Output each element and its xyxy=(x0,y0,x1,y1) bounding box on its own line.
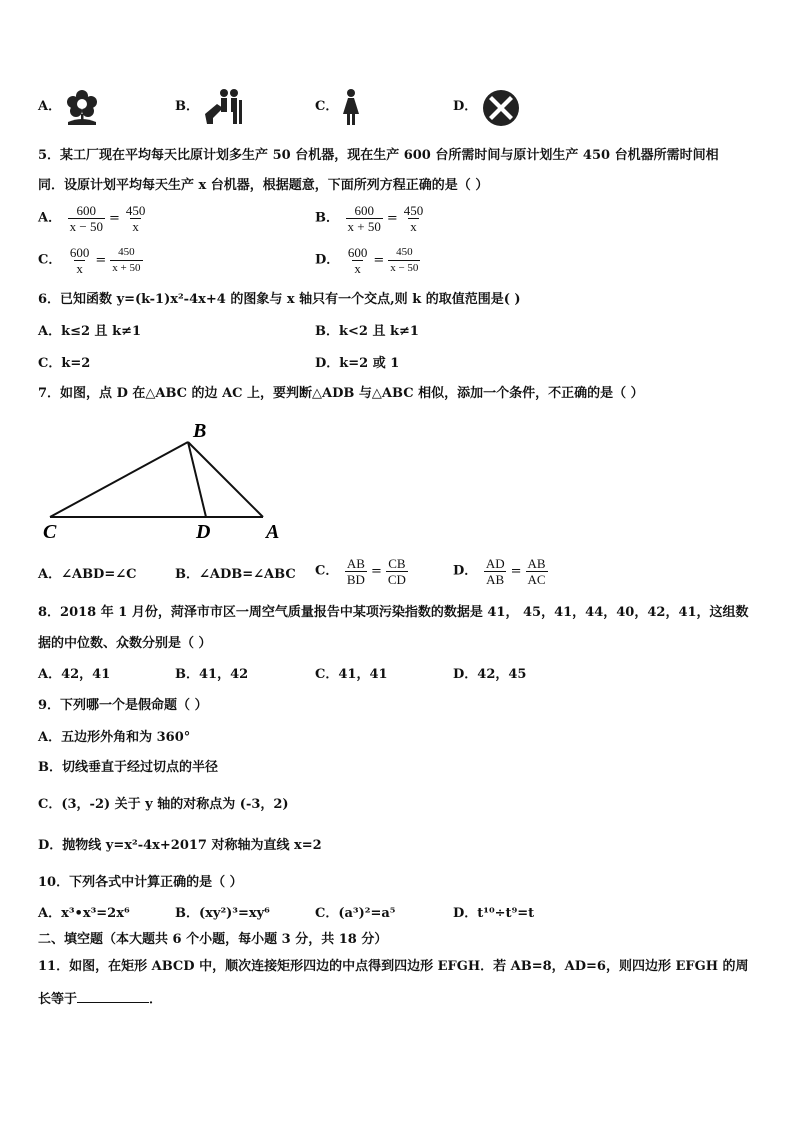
q5-option-d: D． $\frac{600}{x}$ = $\frac{450}{x - 50}$ xyxy=(315,245,419,276)
label-a: A xyxy=(266,521,280,542)
q4-option-b: B． xyxy=(175,99,199,114)
q11-stem-line2: 长等于 ． xyxy=(38,992,163,1007)
q4-option-d: D． xyxy=(453,99,478,114)
q7-option-b: B．∠ADB=∠ABC xyxy=(175,567,296,582)
circle-x-icon xyxy=(481,88,521,128)
q11-stem-line1: 11．如图，在矩形 ABCD 中，顺次连接矩形四边的中点得到四边形 EFGH．若 AB=8，AD=6，则四边形 EFGH 的周 xyxy=(38,959,749,974)
flower-icon xyxy=(64,88,100,126)
q4-option-a: A． xyxy=(38,99,62,114)
q8-option-d: D．42，45 xyxy=(453,667,527,682)
triangle-figure xyxy=(38,412,288,542)
q8-option-a: A．42，41 xyxy=(38,667,111,682)
q9-stem: 9．下列哪一个是假命题（ ） xyxy=(38,698,208,713)
label-d: D xyxy=(196,521,211,542)
q6-stem: 6．已知函数 y=(k-1)x²-4x+4 的图象与 x 轴只有一个交点,则 k 的取值范围是( ) xyxy=(38,292,521,307)
q5-option-c: C． $\frac{600}{x}$ = $\frac{450}{x + 50}$ xyxy=(38,245,141,276)
q6-option-c: C．k=2 xyxy=(38,356,91,371)
q10-option-a: A．x³•x³=2x⁶ xyxy=(38,906,130,921)
q6-option-d: D．k=2 或 1 xyxy=(315,356,400,371)
q8-option-b: B．41，42 xyxy=(175,667,249,682)
q5-option-a: A． $\frac{600}{x - 50}$ = $\frac{450}{x}$ xyxy=(38,203,146,234)
q10-option-d: D．t¹⁰÷t⁹=t xyxy=(453,906,535,921)
q7-option-a: A．∠ABD=∠C xyxy=(38,567,137,582)
q4-option-c: C． xyxy=(315,99,339,114)
q7-option-c: C． $\frac{AB}{BD}$ = $\frac{CB}{CD}$ xyxy=(315,556,406,587)
q5-option-b: B． $\frac{600}{x + 50}$ = $\frac{450}{x}$ xyxy=(315,203,424,234)
q8-stem-line2: 据的中位数、众数分别是（ ） xyxy=(38,636,212,651)
q10-option-b: B．(xy²)³=xy⁶ xyxy=(175,906,270,921)
q9-option-b: B．切线垂直于经过切点的半径 xyxy=(38,760,218,775)
segment-cb xyxy=(50,442,188,517)
female-figure-icon xyxy=(340,88,362,126)
segment-bd xyxy=(188,442,206,517)
q7-stem: 7．如图，点 D 在△ABC 的边 AC 上，要判断△ADB 与△ABC 相似，添加一个条件，不正确的是（ ） xyxy=(38,386,644,401)
q9-option-c: C．(3，-2) 关于 y 轴的对称点为 (-3，2) xyxy=(38,797,289,812)
section-title-fill-in: 二、填空题（本大题共 6 个小题，每小题 3 分，共 18 分） xyxy=(38,932,388,947)
q6-option-a: A．k≤2 且 k≠1 xyxy=(38,324,142,339)
q8-option-c: C．41，41 xyxy=(315,667,388,682)
q5-stem-line2: 同．设原计划平均每天生产 x 台机器，根据题意，下面所列方程正确的是（ ） xyxy=(38,178,489,193)
answer-blank[interactable] xyxy=(77,990,149,1003)
seated-figures-icon xyxy=(203,88,243,124)
q6-option-b: B．k<2 且 k≠1 xyxy=(315,324,419,339)
segment-ba xyxy=(188,442,263,517)
q5-stem-line1: 5．某工厂现在平均每天比原计划多生产 50 台机器，现在生产 600 台所需时间与原计划生产 450 台机器所需时间相 xyxy=(38,148,719,163)
q9-option-d: D．抛物线 y=x²-4x+2017 对称轴为直线 x=2 xyxy=(38,838,322,853)
label-c: C xyxy=(43,521,57,542)
q7-option-d: D． $\frac{AD}{AB}$ = $\frac{AB}{AC}$ xyxy=(453,556,546,587)
q9-option-a: A．五边形外角和为 360° xyxy=(38,730,191,745)
label-b: B xyxy=(193,420,207,442)
q10-option-c: C．(a³)²=a⁵ xyxy=(315,906,396,921)
q10-stem: 10．下列各式中计算正确的是（ ） xyxy=(38,875,243,890)
q8-stem-line1: 8．2018 年 1 月份，菏泽市市区一周空气质量报告中某项污染指数的数据是 41， 45，41，44，40，42，41，这组数 xyxy=(38,605,749,620)
